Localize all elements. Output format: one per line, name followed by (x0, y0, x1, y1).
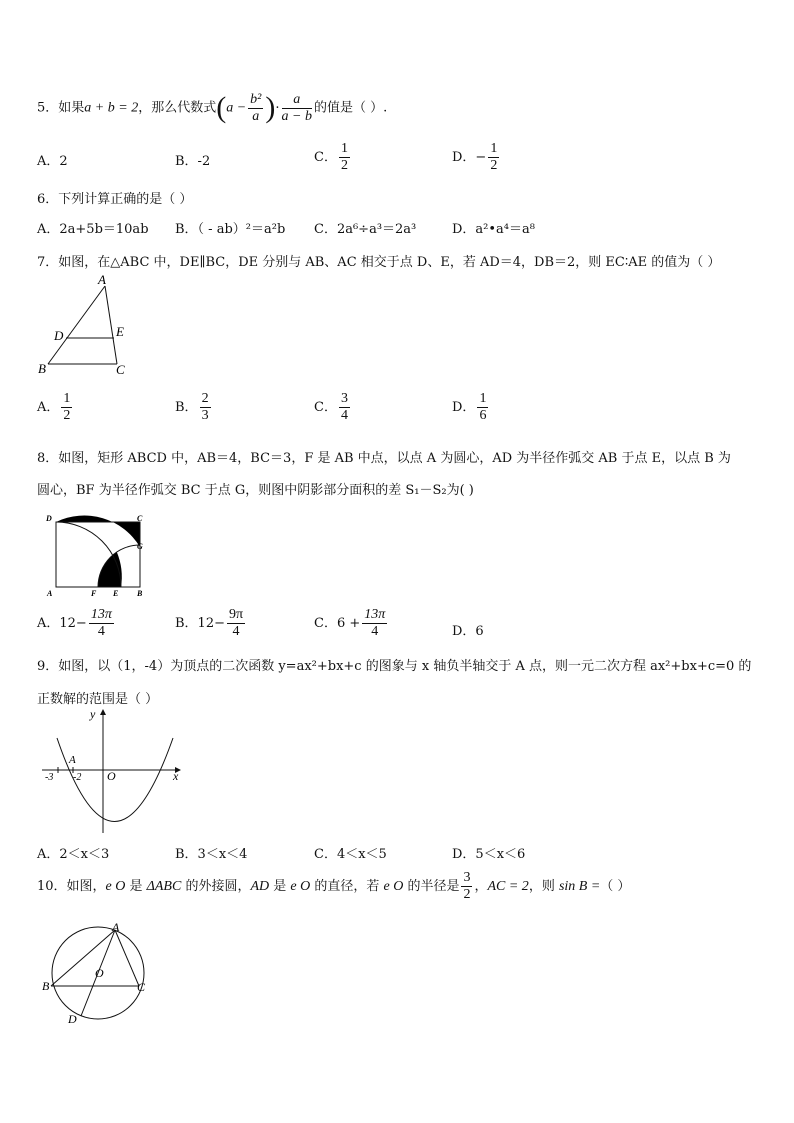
label-F: F (91, 589, 97, 598)
right-paren: ) (265, 91, 276, 124)
label-C: C (137, 514, 143, 523)
q6-option-a: A．2a+5b＝10ab (37, 222, 149, 237)
label-neg2: -2 (73, 772, 82, 783)
label-B: B (42, 979, 50, 993)
q6-option-b: B．（ - ab）²＝a²b (175, 222, 286, 237)
q5-option-b: B．-2 (175, 154, 211, 169)
q5-option-d: D．− $\frac{1}{2}$ (452, 141, 498, 173)
q9-option-b: B．3＜x＜4 (175, 847, 248, 862)
q7-option-a: A． $\frac{1}{2}$ (37, 391, 71, 423)
q6-option-d: D．a²•a⁴＝a⁸ (452, 222, 535, 237)
q8-option-c: C．6 + $\frac{13\pi}{4}$ (314, 607, 386, 639)
label-G: G (137, 542, 143, 551)
label-A: A (98, 272, 106, 287)
q9-option-d: D．5＜x＜6 (452, 847, 526, 862)
q8-stem-line2: 圆心，BF 为半径作弧交 BC 于点 G，则图中阴影部分面积的差 S₁－S₂为( ) (37, 483, 474, 498)
shaded-region-s1 (56, 516, 140, 547)
q8-stem-line1: 8．如图，矩形 ABCD 中，AB＝4，BC＝3，F 是 AB 中点，以点 A 为圆心，AD 为半径作弧交 AB 于点 E，以点 B 为 (37, 451, 731, 466)
label-D: D (68, 1012, 77, 1026)
label-O: O (95, 966, 104, 980)
label-D: D (54, 328, 64, 343)
q9-parabola-figure (40, 705, 190, 835)
label-E: E (113, 589, 119, 598)
q8-option-a: A．12− $\frac{13\pi}{4}$ (37, 607, 112, 639)
q7-option-d: D． $\frac{1}{6}$ (452, 391, 487, 423)
q7-option-c: C． $\frac{3}{4}$ (314, 391, 348, 423)
label-O: O (107, 769, 116, 783)
q9-stem-line1: 9．如图，以（1，-4）为顶点的二次函数 y=ax²+bx+c 的图象与 x 轴负半轴交于 A 点，则一元二次方程 ax²+bx+c=0 的 (37, 659, 752, 674)
q7-triangle-figure (35, 270, 135, 378)
q5-stem: 5．如果a + b = 2，那么代数式(a − $\frac{\text{b²}}{a}$ )· $\frac{a}{a - b}$ 的值是（ ）. (37, 91, 388, 124)
q8-option-b: B．12− $\frac{9\pi}{4}$ (175, 607, 244, 639)
label-A: A (69, 754, 76, 766)
q7-stem: 7．如图，在△ABC 中，DE∥BC，DE 分别与 AB、AC 相交于点 D、E，若 AD＝4，DB＝2，则 EC∶AE 的值为（ ） (37, 255, 721, 270)
label-A: A (112, 920, 120, 934)
q8-option-d: D．6 (452, 624, 484, 639)
q5-option-c: C． $\frac{1}{2}$ (314, 141, 348, 173)
label-B: B (137, 589, 143, 598)
left-paren: ( (216, 91, 227, 124)
q9-option-a: A．2＜x＜3 (37, 847, 110, 862)
label-A: A (47, 589, 53, 598)
label-neg3: -3 (45, 772, 54, 783)
label-B: B (38, 361, 46, 376)
q9-stem-line2: 正数解的范围是（ ） (37, 692, 159, 707)
q5-option-a: A．2 (37, 154, 68, 169)
q10-circle-figure (38, 918, 158, 1028)
q6-stem: 6．下列计算正确的是（ ） (37, 192, 193, 207)
label-D: D (46, 514, 52, 523)
q9-option-c: C．4＜x＜5 (314, 847, 387, 862)
q5-frac-a-amb: $\frac{a}{a - b}$ (281, 91, 312, 124)
label-C: C (137, 980, 146, 994)
label-x: x (173, 769, 179, 783)
label-E: E (116, 324, 124, 339)
q10-stem: 10．如图，e O 是 ΔABC 的外接圆，AD 是 e O 的直径，若 e O 的半径是 $\frac{3}{2}$ ，AC = 2，则 sin B =（ ） (37, 870, 631, 902)
label-C: C (116, 362, 125, 377)
label-y: y (90, 707, 96, 721)
q5-frac-b2-a: $\frac{\text{b²}}{a}$ (250, 91, 262, 124)
q6-option-c: C．2a⁶÷a³＝2a³ (314, 222, 417, 237)
q7-option-b: B． $\frac{2}{3}$ (175, 391, 209, 423)
q8-rectangle-figure (43, 512, 155, 600)
